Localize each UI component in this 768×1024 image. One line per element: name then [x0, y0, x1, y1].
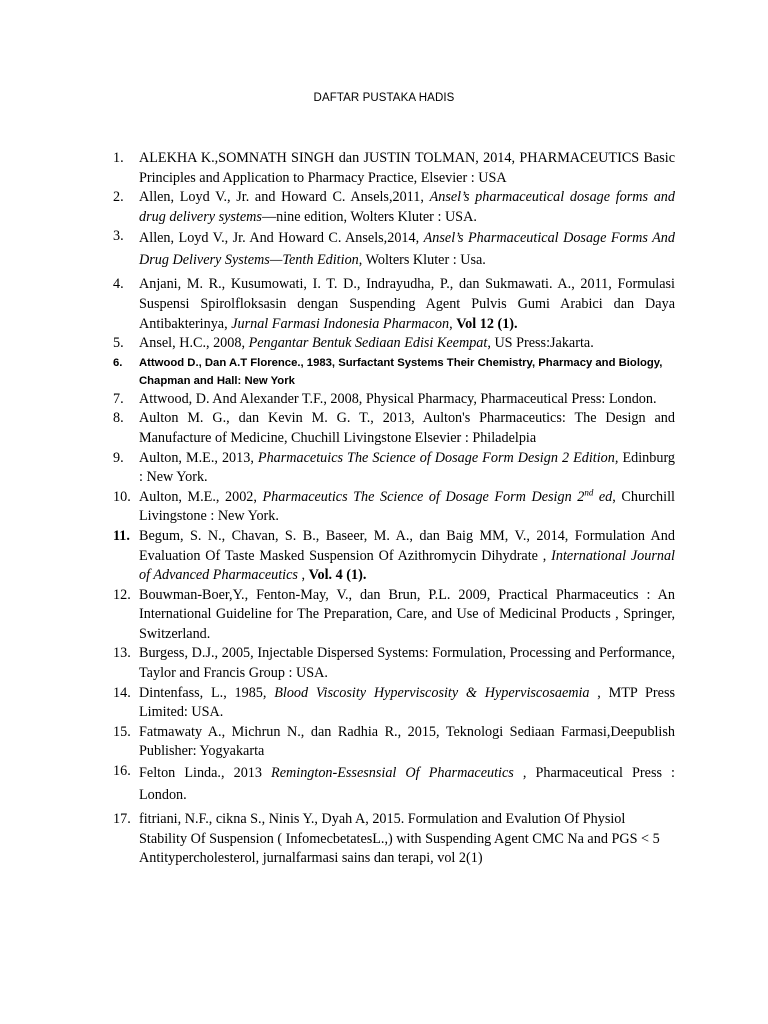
- reference-text: Aulton M. G., dan Kevin M. G. T., 2013, Aulton's Pharmaceutics: The Design and Manufacture of Medicine, Chuchill Livingstone Elsevier : Philadelpia: [139, 410, 675, 446]
- reference-text: Aulton, M.E., 2013, Pharmacetuics The Science of Dosage Form Design 2 Edition, Edinburg : New York.: [139, 449, 676, 486]
- reference-number: 6.: [113, 356, 123, 369]
- reference-item: [113, 762, 675, 806]
- reference-number: 9.: [113, 449, 124, 466]
- reference-number: 3.: [113, 228, 124, 245]
- reference-item: [113, 449, 675, 488]
- reference-text: Anjani, M. R., Kusumowati, I. T. D., Indrayudha, P., dan Sukmawati. A., 2011, Formulasi Suspensi Spirolfloksasin dengan Suspending Agent Pulvis Gumi Arabici dan Daya Antibakterinya, Jurnal Farmasi Indonesia Pharmacon, Vol 12 (1).: [139, 276, 675, 332]
- reference-text: Attwood D., Dan A.T Florence., 1983, Surfactant Systems Their Chemistry, Pharmacy and Biology, Chapman and Hall: New York: [139, 356, 663, 387]
- reference-item: [113, 354, 675, 390]
- reference-item: [113, 227, 675, 271]
- reference-text: Bouwman-Boer,Y., Fenton-May, V., dan Brun, P.L. 2009, Practical Pharmaceutics : An International Guideline for The Preparation, Care, and Use of Medicinal Products , Springer, Switzerland.: [139, 586, 675, 642]
- reference-item: [113, 586, 675, 645]
- reference-text: Burgess, D.J., 2005, Injectable Dispersed Systems: Formulation, Processing and Performance, Taylor and Francis Group : USA.: [139, 645, 675, 682]
- reference-item: [113, 334, 675, 354]
- reference-item: [113, 723, 675, 762]
- page-title: DAFTAR PUSTAKA HADIS: [313, 92, 455, 104]
- reference-text: Attwood, D. And Alexander T.F., 2008, Physical Pharmacy, Pharmaceutical Press: London.: [139, 390, 657, 407]
- reference-item: [113, 488, 675, 527]
- reference-number: 12.: [113, 586, 131, 603]
- reference-item: [113, 409, 675, 448]
- reference-number: 14.: [113, 684, 131, 701]
- reference-number: 4.: [113, 276, 124, 293]
- reference-text: Allen, Loyd V., Jr. And Howard C. Ansels,2014, Ansel’s Pharmaceutical Dosage Forms And Drug Delivery Systems—Tenth Edition, Wolters Kluter : Usa.: [139, 230, 675, 269]
- reference-text: Allen, Loyd V., Jr. and Howard C. Ansels,2011, Ansel’s pharmaceutical dosage forms and drug delivery systems—nine edition, Wolters Kluter : USA.: [139, 189, 675, 225]
- reference-text: Fatmawaty A., Michrun N., dan Radhia R., 2015, Teknologi Sediaan Farmasi,Deepublish Publisher: Yogyakarta: [139, 723, 675, 760]
- reference-number: 8.: [113, 410, 124, 427]
- reference-text: Felton Linda., 2013 Remington-Essesnsial Of Pharmaceutics , Pharmaceutical Press : London.: [139, 765, 675, 804]
- reference-list: [113, 149, 675, 869]
- reference-text: Aulton, M.E., 2002, Pharmaceutics The Science of Dosage Form Design 2nd ed, Churchill Livingstone : New York.: [139, 486, 675, 525]
- reference-text: ALEKHA K.,SOMNATH SINGH dan JUSTIN TOLMAN, 2014, PHARMACEUTICS Basic Principles and Application to Pharmacy Practice, Elsevier : USA: [139, 150, 675, 186]
- reference-number: 1.: [113, 150, 124, 166]
- reference-number: 16.: [113, 763, 131, 780]
- reference-number: 15.: [113, 723, 131, 740]
- reference-item: [113, 527, 675, 586]
- reference-item: [113, 149, 675, 188]
- reference-number: 5.: [113, 335, 124, 352]
- reference-item: [113, 275, 675, 334]
- reference-text: Dintenfass, L., 1985, Blood Viscosity Hyperviscosity & Hyperviscosaemia , MTP Press Limited: USA.: [139, 684, 675, 721]
- reference-item: [113, 810, 675, 869]
- reference-number: 17.: [113, 811, 131, 828]
- reference-number: 7.: [113, 390, 124, 407]
- reference-text: fitriani, N.F., cikna S., Ninis Y., Dyah A, 2015. Formulation and Evalution Of Physiol Stability Of Suspension ( InfomecbetatesL.,) with Suspending Agent CMC Na and PGS < 5 Antitypercholesterol, jurnalfarmasi sains dan terapi, vol 2(1): [139, 811, 660, 867]
- reference-item: [113, 684, 675, 723]
- reference-number: 10.: [113, 488, 131, 505]
- reference-number: 13.: [113, 645, 131, 662]
- reference-text: Ansel, H.C., 2008, Pengantar Bentuk Sediaan Edisi Keempat, US Press:Jakarta.: [139, 335, 594, 352]
- reference-item: [113, 390, 675, 410]
- reference-item: [113, 644, 675, 683]
- reference-item: [113, 188, 675, 227]
- reference-number: 2.: [113, 189, 124, 206]
- reference-text: Begum, S. N., Chavan, S. B., Baseer, M. A., dan Baig MM, V., 2014, Formulation And Evaluation Of Taste Masked Suspension Of Azithromycin Dihydrate , International Journal of Advanced Pharmaceutics , Vol. 4 (1).: [139, 527, 675, 584]
- reference-number: 11.: [113, 527, 130, 544]
